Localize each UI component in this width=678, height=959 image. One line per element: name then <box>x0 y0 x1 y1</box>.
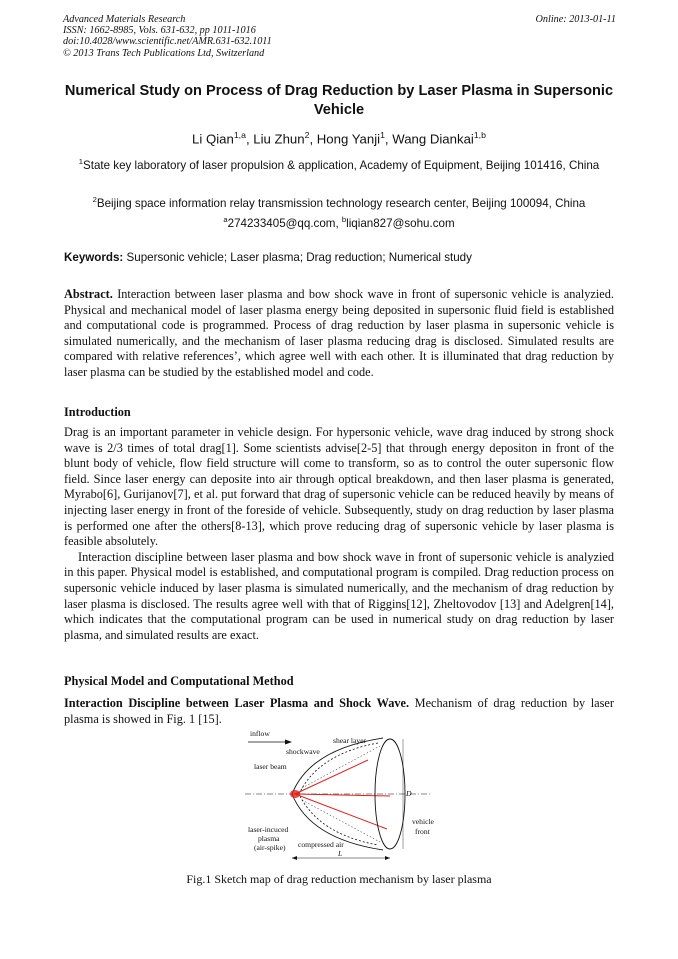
affiliation-sup: 1 <box>78 157 83 166</box>
keywords <box>64 251 614 264</box>
author-sup: 1,a <box>233 130 246 140</box>
online-date: Online: 2013-01-11 <box>535 14 616 25</box>
keywords-label: Keywords: <box>64 251 124 264</box>
email-line: $^a$274233405@qq.com, $^b$liqian827@sohu.com <box>223 215 455 230</box>
keywords-text: Supersonic vehicle; Laser plasma; Drag reduction; Numerical study <box>126 251 472 264</box>
author-name: Liu Zhun <box>253 131 305 147</box>
intro-paragraph-2: Interaction discipline between laser plasma and bow shock wave in front of supersonic vehicle is analyzied in this paper. Physical model is established, and computational program is compiled. Drag reduction process on supersonic vehicle induced by laser plasma is simulated numerically, and the mechanism of drag reduction by laser plasma is disclosed. The results agree well with that of Riggins[12], Zheltovodov [13] and Adelgren[14], which indicates that the computational program can be used in numerical study on drag reduction by laser plasma, and simulated results are exact. <box>64 549 614 642</box>
doi: doi:10.4028/www.scientific.net/AMR.631-632.1011 <box>63 36 272 48</box>
journal-name: Advanced Materials Research <box>63 14 186 25</box>
label-plasma-line2: plasma <box>258 834 280 843</box>
affiliation-2 <box>64 192 614 212</box>
abstract-text: Interaction between laser plasma and bow shock wave in front of supersonic vehicle is analyzied. Physical and mechanical model of laser plasma energy being deposited in supersonic fluid field is established and computational code is programmed. Process of drag reduction by laser plasma in supersonic vehicle is simulated numerically, and the mechanism of laser plasma reducing drag is disclosed. Simulated results are compared with relative references’, which agree well with each other. It is illuminated that drag reduction by laser plasma can be studied by the established model and code. <box>64 287 614 379</box>
journal-header <box>63 14 272 59</box>
subsection-heading: Interaction Discipline between Laser Plasma and Shock Wave. <box>64 696 410 710</box>
email-a[interactable]: 274233405@qq.com <box>227 216 336 230</box>
label-vehicle-line1: vehicle <box>412 817 434 826</box>
author-sup: 2 <box>304 130 310 140</box>
label-compressed-air: compressed air <box>298 840 344 849</box>
label-inflow: inflow <box>250 729 270 738</box>
author-name: Wang Diankai <box>392 131 474 147</box>
paper-title: Numerical Study on Process of Drag Reduction by Laser Plasma in Supersonic Vehicle <box>64 83 614 118</box>
label-vehicle-line2: front <box>415 827 430 836</box>
author-sup: 1,b <box>473 130 486 140</box>
laser-beams <box>295 760 390 829</box>
email-b[interactable]: liqian827@sohu.com <box>346 216 455 230</box>
section-heading: Physical Model and Computational Method <box>64 674 294 688</box>
author-name: Hong Yanji <box>316 131 381 147</box>
label-plasma-line1: laser-incuced <box>248 825 289 834</box>
email-sup-a: a <box>223 215 228 224</box>
affiliation-sup: 2 <box>92 195 97 204</box>
affiliation-text: State key laboratory of laser propulsion & application, Academy of Equipment, Beijing 101416, China <box>83 158 600 172</box>
author-sup: 1 <box>380 130 385 140</box>
label-laser-beam: laser beam <box>254 762 287 771</box>
label-plasma-line3: (air-spike) <box>254 843 286 852</box>
figure-1 <box>240 724 440 864</box>
affiliation-1 <box>64 154 614 174</box>
label-length: L <box>338 849 343 858</box>
label-shockwave: shockwave <box>286 747 320 756</box>
issn: ISSN: 1662-8985, Vols. 631-632, pp 1011-1016 <box>63 25 256 37</box>
label-diameter: D <box>406 789 412 798</box>
label-shear-layer: shear layer <box>333 736 367 745</box>
section-paragraph <box>64 696 614 727</box>
abstract-label: Abstract. <box>64 287 113 301</box>
inflow-arrow <box>248 740 292 745</box>
figure-caption: Fig.1 Sketch map of drag reduction mechanism by laser plasma <box>186 872 492 886</box>
email-sup-b: b <box>341 215 347 224</box>
author-name: Li Qian <box>192 131 234 147</box>
intro-paragraph-1: Drag is an important parameter in vehicle design. For hypersonic vehicle, wave drag induced by strong shock wave is 2/3 times of total drag[1]. Some scientists advise[2-5] that through energy depositon in front of the blunt body of vehicle, flow field structure will come to transform, so as to control the outer supersonic flow field. Since laser energy can deposite into air through optical breakdown, and then laser plasma is generated, Myrabo[6], Gurijanov[7], et al. put forward that drag of supersonic vehicle can be reduced heavily by means of injecting laser energy in front of the foreside of vehicle. Subsequently, study on drag reduction by laser plasma is performed one after the others[8-13], which prove reducing drag of supersonic vehicle by laser plasma is feasible absolutely. <box>64 425 614 549</box>
introduction-heading: Introduction <box>64 405 131 419</box>
abstract <box>64 287 614 381</box>
affiliation-text: Beijing space information relay transmission technology research center, Beijing 100094, China <box>96 196 586 210</box>
author-list: Li Qian$^{1,a}$, Liu Zhun$^2$, Hong Yanji$^1$, Wang Diankai$^{1,b}$ <box>192 130 486 147</box>
copyright: © 2013 Trans Tech Publications Ltd, Switzerland <box>63 47 265 59</box>
introduction-body <box>64 425 614 643</box>
plasma-spot <box>290 790 300 798</box>
subsection-text: Mechanism of drag reduction by laser plasma is showed in Fig. 1 [15]. <box>64 696 614 726</box>
